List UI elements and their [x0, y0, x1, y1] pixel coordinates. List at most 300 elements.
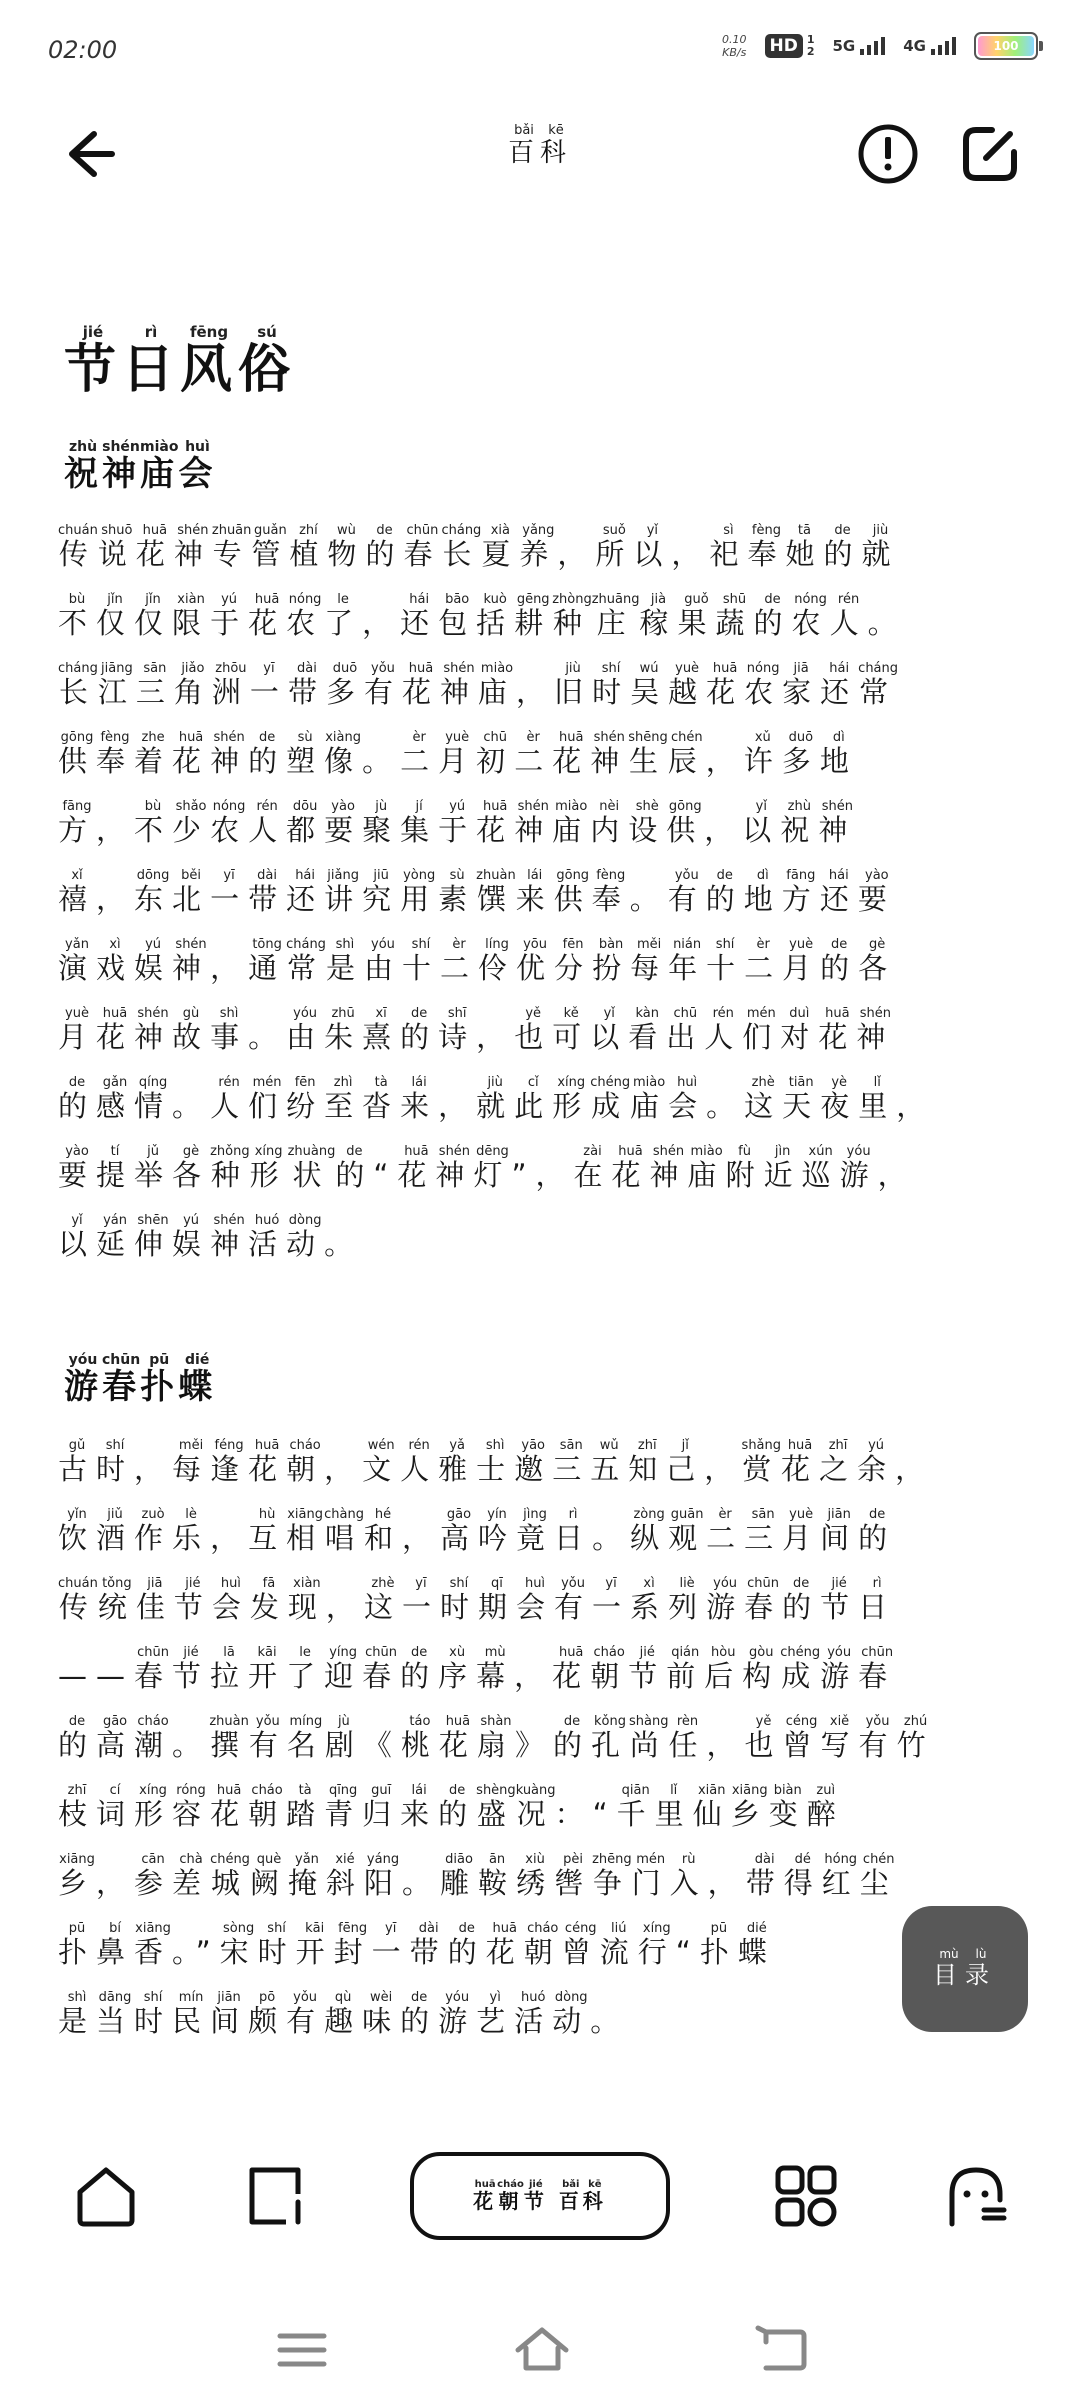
text-char: 的de — [858, 1507, 897, 1555]
text-char: 知zhī — [628, 1438, 667, 1486]
alert-icon[interactable] — [856, 122, 920, 186]
text-char: 的de — [782, 1576, 821, 1624]
text-char: 春chūn — [858, 1645, 897, 1693]
text-char: 拉lā — [210, 1645, 249, 1693]
text-line — [58, 1003, 1018, 1072]
text-char: 由yóu — [286, 1006, 325, 1054]
text-char: 月yuè — [782, 1507, 821, 1555]
edit-icon[interactable] — [958, 122, 1022, 186]
text-char: 的de — [705, 868, 744, 916]
text-char: 和hé — [363, 1507, 402, 1555]
text-char: 乡xiāng — [58, 1852, 97, 1900]
text-char: 诗shī — [438, 1006, 477, 1054]
text-char: 得dé — [783, 1852, 822, 1900]
text-char: 状zhuàng — [287, 1144, 336, 1192]
text-char: 的de — [400, 1645, 439, 1693]
text-char: 的de — [365, 523, 404, 571]
text-char: 种zhǒng — [210, 1144, 250, 1192]
text-char: 活huó — [248, 1213, 287, 1261]
text-char: 设shè — [628, 799, 667, 847]
text-punct: ， — [325, 1590, 364, 1624]
page-title-char: 百bǎi — [507, 123, 540, 168]
text-char: 方fāng — [781, 868, 820, 916]
text-line — [58, 1435, 1018, 1504]
text-char: 集jí — [400, 799, 439, 847]
text-char: 尘chén — [859, 1852, 898, 1900]
text-char: 于yú — [210, 592, 249, 640]
text-char: 一yī — [249, 661, 288, 709]
article-title-text — [64, 323, 297, 400]
text-char: 吟yín — [478, 1507, 517, 1555]
text-char: 二èr — [706, 1507, 745, 1555]
text-char: 争zhēng — [592, 1852, 632, 1900]
text-char: 神shén — [856, 1006, 895, 1054]
text-char: 灯dēng — [473, 1144, 512, 1192]
text-char: 花huā — [781, 1438, 820, 1486]
text-char: 多duō — [325, 661, 364, 709]
text-char: 文wén — [362, 1438, 401, 1486]
text-char: 是shì — [58, 1990, 97, 2038]
text-char: 家jiā — [782, 661, 821, 709]
text-char: 竟jìng — [516, 1507, 555, 1555]
text-char: 互hù — [248, 1507, 287, 1555]
text-char: 十shí — [401, 937, 440, 985]
signal-4g-label: 4G — [903, 37, 926, 55]
text-char: 们mén — [742, 1006, 781, 1054]
text-char: 还hái — [819, 868, 858, 916]
text-char: 的de — [820, 937, 859, 985]
text-char: 鼻bí — [96, 1921, 135, 1969]
text-char: 来lái — [515, 868, 554, 916]
text-char: 名míng — [286, 1714, 325, 1762]
text-char: 朝cháo — [590, 1645, 629, 1693]
text-char: 任rèn — [668, 1714, 707, 1762]
text-char: 孔kǒng — [590, 1714, 629, 1762]
text-punct: 。 — [629, 882, 668, 916]
toc-char: 录lù — [965, 1947, 997, 1989]
text-char: 农nóng — [210, 799, 249, 847]
text-char: 人rén — [210, 1075, 249, 1123]
text-char: 看kàn — [628, 1006, 667, 1054]
text-char: 三sān — [135, 661, 174, 709]
text-char: 青qīng — [324, 1783, 363, 1831]
text-char: 种zhòng — [552, 592, 592, 640]
text-char: 月yuè — [58, 1006, 97, 1054]
text-punct: ， — [535, 1158, 574, 1192]
text-char: 当dāng — [96, 1990, 135, 2038]
text-punct: ， — [401, 1521, 440, 1555]
system-back-icon[interactable] — [752, 2320, 812, 2380]
text-char: 也yě — [514, 1006, 553, 1054]
text-char: 这zhè — [744, 1075, 783, 1123]
text-char: 参cān — [134, 1852, 173, 1900]
text-char: 仅jǐn — [134, 592, 173, 640]
text-char: 果guǒ — [677, 592, 716, 640]
menu-icon[interactable] — [272, 2320, 332, 2380]
text-char: 花huā — [172, 730, 211, 778]
text-char: 踏tà — [286, 1783, 325, 1831]
text-char: 少shǎo — [172, 799, 211, 847]
text-char: 的de — [823, 523, 862, 571]
text-char: 开kāi — [248, 1645, 287, 1693]
text-char: 人rén — [829, 592, 868, 640]
text-char: 二èr — [400, 730, 439, 778]
text-char: 游yóu — [839, 1144, 878, 1192]
text-char: 此cǐ — [514, 1075, 553, 1123]
text-char: 神shén — [440, 661, 479, 709]
text-char: 唱chàng — [324, 1507, 364, 1555]
text-char: 时shí — [96, 1438, 135, 1486]
text-char: 花huā — [248, 592, 287, 640]
text-char: 辰chén — [667, 730, 706, 778]
text-char: 不bù — [134, 799, 173, 847]
text-char: 夏xià — [481, 523, 520, 571]
text-char: 纵zòng — [630, 1507, 669, 1555]
signal-5g-icon — [833, 37, 886, 55]
text-char: 城chéng — [210, 1852, 250, 1900]
text-char: 江jiāng — [97, 661, 136, 709]
text-char: 神shén — [134, 1006, 173, 1054]
text-punct: 。 — [402, 1866, 441, 1900]
text-char: 成chéng — [590, 1075, 631, 1123]
text-char: 北běi — [172, 868, 211, 916]
text-char: 间jiān — [210, 1990, 249, 2038]
text-char: 花huā — [135, 523, 174, 571]
text-punct: ， — [705, 744, 744, 778]
article-title-char: 风fēng — [180, 323, 239, 400]
text-char: 迎yíng — [324, 1645, 363, 1693]
text-punct: ， — [704, 813, 743, 847]
text-char: 撰zhuàn — [209, 1714, 249, 1762]
text-char: 伸shēn — [134, 1213, 173, 1261]
text-char: 扑pū — [699, 1921, 738, 1969]
text-char: 熹xī — [362, 1006, 401, 1054]
text-char: 说shuō — [97, 523, 136, 571]
text-char: 斜xié — [325, 1852, 364, 1900]
text-char: 神shén — [818, 799, 857, 847]
text-char: 民mín — [172, 1990, 211, 2038]
text-char: 的de — [335, 1144, 374, 1192]
text-char: 人rén — [400, 1438, 439, 1486]
text-char: 五wǔ — [590, 1438, 629, 1486]
text-char: 形xíng — [134, 1783, 173, 1831]
text-char: 带dài — [745, 1852, 784, 1900]
text-char: 现xiàn — [287, 1576, 326, 1624]
text-char: 里lǐ — [654, 1783, 693, 1831]
text-char: 节jié — [820, 1576, 859, 1624]
text-char: 沓tà — [362, 1075, 401, 1123]
text-punct: ， — [134, 1452, 173, 1486]
text-char: 流liú — [599, 1921, 638, 1969]
text-char: 来lái — [400, 1075, 439, 1123]
text-char: 枝zhī — [58, 1783, 97, 1831]
text-char: 日rì — [554, 1507, 593, 1555]
text-char: 还hái — [286, 868, 325, 916]
text-char: 差chà — [172, 1852, 211, 1900]
network-speed-unit: KB/s — [722, 46, 747, 59]
text-char: 鞍ān — [478, 1852, 517, 1900]
text-char: 花huā — [248, 1438, 287, 1486]
signal-5g-label: 5G — [832, 37, 856, 55]
section-paragraph-1 — [58, 520, 1018, 1279]
text-char: 的de — [753, 592, 792, 640]
text-char: 开kāi — [295, 1921, 334, 1969]
section-heading-2-text — [64, 1352, 217, 1407]
text-char: 长cháng — [441, 523, 482, 571]
text-char: 方fāng — [58, 799, 97, 847]
text-punct: ， — [96, 882, 135, 916]
text-char: 游yóu — [438, 1990, 477, 2038]
text-char: 余yú — [857, 1438, 896, 1486]
text-char: 以yǐ — [590, 1006, 629, 1054]
text-char: 归guī — [362, 1783, 401, 1831]
text-char: 蔬shū — [715, 592, 754, 640]
text-char: 发fā — [249, 1576, 288, 1624]
table-of-contents-label — [933, 1948, 997, 1990]
text-char: 就jiù — [476, 1075, 515, 1123]
text-char: 动dòng — [286, 1213, 325, 1261]
grid-apps-icon[interactable] — [770, 2160, 842, 2232]
nav-center-char: 花huā — [473, 2178, 498, 2213]
text-char: 塑sù — [286, 730, 325, 778]
text-char: 禧xǐ — [58, 868, 97, 916]
text-punct: ， — [438, 1089, 477, 1123]
text-char: 的de — [58, 1075, 97, 1123]
text-char: 扑pū — [58, 1921, 97, 1969]
text-char: 庄zhuāng — [591, 592, 640, 640]
text-punct: 。 — [248, 1020, 287, 1054]
text-char: 幕mù — [476, 1645, 515, 1693]
text-punct: ” — [195, 1935, 220, 1969]
text-punct: ， — [476, 1020, 515, 1054]
text-char: 带dài — [248, 868, 287, 916]
text-char: 人rén — [704, 1006, 743, 1054]
text-char: 绣xiù — [516, 1852, 555, 1900]
text-char: 们mén — [248, 1075, 287, 1123]
section-heading-1-text — [64, 439, 217, 494]
text-char: 入rù — [669, 1852, 708, 1900]
text-char: 花huā — [611, 1144, 650, 1192]
text-line — [58, 1711, 1018, 1780]
text-char: 有yǒu — [248, 1714, 287, 1762]
text-punct: ， — [706, 1728, 745, 1762]
text-char: 花huā — [210, 1783, 249, 1831]
text-char: 变biàn — [768, 1783, 807, 1831]
section-heading-2 — [64, 1353, 216, 1408]
text-char: 士shì — [476, 1438, 515, 1486]
hd-label: HD — [765, 34, 803, 58]
text-char: 香xiāng — [134, 1921, 173, 1969]
section-heading-1-char: 祝zhù — [64, 439, 102, 494]
text-char: 系xì — [630, 1576, 669, 1624]
text-char: 这zhè — [363, 1576, 402, 1624]
text-line — [58, 1780, 1018, 1849]
text-char: 农nóng — [744, 661, 783, 709]
text-punct: 。 — [172, 1089, 211, 1123]
text-char: 春chūn — [403, 523, 442, 571]
text-char: 花huā — [397, 1144, 436, 1192]
text-char: 对duì — [780, 1006, 819, 1054]
text-char: 游yóu — [820, 1645, 859, 1693]
nav-center-punct — [548, 2189, 559, 2213]
text-char: 春chūn — [744, 1576, 783, 1624]
text-char: 成chéng — [780, 1645, 821, 1693]
text-char: 的de — [400, 1990, 439, 2038]
article-title — [64, 325, 296, 402]
text-char: 洲zhōu — [211, 661, 250, 709]
text-char: 娱yú — [172, 1213, 211, 1261]
text-char: 花huā — [706, 661, 745, 709]
system-home-icon[interactable] — [512, 2320, 572, 2380]
text-char: 千qiān — [616, 1783, 655, 1831]
text-char: 初chū — [476, 730, 515, 778]
text-line — [58, 520, 1018, 589]
text-char: 红hóng — [821, 1852, 860, 1900]
text-char: 她tā — [785, 523, 824, 571]
text-char: 常cháng — [286, 937, 326, 985]
text-punct: 。 — [324, 1227, 363, 1261]
nav-center-char: 节jié — [523, 2178, 548, 2213]
text-char: 每měi — [172, 1438, 211, 1486]
toc-char: 目mù — [933, 1947, 965, 1989]
text-char: 佳jiā — [135, 1576, 174, 1624]
text-char: 雅yǎ — [438, 1438, 477, 1486]
text-char: 花huā — [438, 1714, 477, 1762]
text-char: 提tí — [96, 1144, 135, 1192]
text-char: 情qíng — [134, 1075, 173, 1123]
text-char: 花huā — [401, 661, 440, 709]
text-char: 乡xiāng — [730, 1783, 769, 1831]
section-paragraph-2 — [58, 1435, 1018, 2056]
text-char: 朱zhū — [324, 1006, 363, 1054]
text-line — [58, 658, 1018, 727]
text-char: 地dì — [743, 868, 782, 916]
text-punct: 《 — [362, 1728, 401, 1762]
text-char: 有yǒu — [667, 868, 706, 916]
text-char: 逢féng — [210, 1438, 249, 1486]
text-char: 管guǎn — [251, 523, 290, 571]
text-char: 每měi — [630, 937, 669, 985]
text-punct: ， — [514, 1659, 553, 1693]
text-line — [58, 1642, 1018, 1711]
text-line — [58, 1918, 1018, 1987]
text-char: 活huó — [514, 1990, 553, 2038]
profile-icon[interactable] — [940, 2160, 1012, 2232]
hd-sim-1: 1 — [806, 33, 815, 46]
signal-4g-icon — [903, 37, 956, 55]
nav-center-char: 科kē — [582, 2178, 607, 2213]
text-punct: ， — [671, 537, 710, 571]
text-char: 高gāo — [440, 1507, 479, 1555]
text-char: 人rén — [248, 799, 287, 847]
text-char: 词cí — [96, 1783, 135, 1831]
text-char: 乐lè — [172, 1507, 211, 1555]
bookmark-page-icon[interactable] — [240, 2160, 312, 2232]
text-char: 一yī — [371, 1921, 410, 1969]
section-heading-2-char: 游yóu — [64, 1352, 102, 1407]
text-line — [58, 796, 1018, 865]
text-char: 角jiǎo — [173, 661, 212, 709]
text-char: 的de — [58, 1714, 97, 1762]
battery-level: 100 — [978, 36, 1034, 56]
text-punct: ， — [324, 1452, 363, 1486]
text-punct: ， — [557, 537, 596, 571]
text-char: 感gǎn — [96, 1075, 135, 1123]
text-char: 于yú — [438, 799, 477, 847]
text-char: 各gè — [172, 1144, 211, 1192]
text-char: 各gè — [858, 937, 897, 985]
text-char: 竹zhú — [896, 1714, 935, 1762]
text-char: 带dài — [409, 1921, 448, 1969]
text-punct: 。 — [362, 744, 401, 778]
text-char: 纷fēn — [286, 1075, 325, 1123]
battery-icon — [974, 32, 1038, 60]
text-char: 月yuè — [438, 730, 477, 778]
text-char: 了le — [324, 592, 363, 640]
text-char: 多duō — [781, 730, 820, 778]
text-char: 统tǒng — [97, 1576, 136, 1624]
text-char: 序xù — [438, 1645, 477, 1693]
section-heading-2-char: 扑pū — [140, 1352, 179, 1407]
network-speed-value: 0.10 — [722, 33, 747, 46]
text-char: 讲jiǎng — [324, 868, 363, 916]
text-char: 况kuàng — [515, 1783, 556, 1831]
home-icon[interactable] — [70, 2160, 142, 2232]
text-char: 月yuè — [782, 937, 821, 985]
status-time: 02:00 — [48, 36, 118, 64]
text-char: 祀sì — [709, 523, 748, 571]
text-char: 专zhuān — [211, 523, 252, 571]
text-char: 盛shèng — [476, 1783, 516, 1831]
text-char: 二èr — [514, 730, 553, 778]
table-of-contents-button[interactable] — [902, 1906, 1028, 2032]
text-char: 容róng — [172, 1783, 211, 1831]
text-char: 醉zuì — [806, 1783, 845, 1831]
text-line — [58, 1987, 1018, 2056]
text-char: 花huā — [476, 799, 515, 847]
text-char: 要yào — [324, 799, 363, 847]
text-char: 赏shǎng — [741, 1438, 782, 1486]
text-char: 味wèi — [362, 1990, 401, 2038]
text-char: 要yào — [58, 1144, 97, 1192]
text-char: 传chuán — [58, 1576, 98, 1624]
text-char: 神shén — [514, 799, 553, 847]
text-char: 以yǐ — [742, 799, 781, 847]
text-char: 朝cháo — [286, 1438, 325, 1486]
festival-encyclopedia-button[interactable] — [410, 2152, 670, 2240]
text-char: 耕gēng — [514, 592, 553, 640]
text-char: 趣qù — [324, 1990, 363, 2038]
text-char: 吴wú — [630, 661, 669, 709]
page-title-char: 科kē — [540, 123, 573, 168]
text-char: 花huā — [818, 1006, 857, 1054]
text-punct: 。 — [592, 1521, 631, 1555]
text-char: 着zhe — [134, 730, 173, 778]
text-char: 时shí — [134, 1990, 173, 2038]
text-char: 天tiān — [782, 1075, 821, 1123]
text-line — [58, 727, 1018, 796]
text-char: 春chūn — [134, 1645, 173, 1693]
text-punct: ， — [895, 1452, 934, 1486]
text-char: 近jìn — [763, 1144, 802, 1192]
text-char: 相xiāng — [286, 1507, 325, 1555]
text-char: 二èr — [440, 937, 479, 985]
text-char: 戏xì — [96, 937, 135, 985]
text-char: 神shén — [590, 730, 629, 778]
text-char: 春chūn — [362, 1645, 401, 1693]
text-char: 朝cháo — [248, 1783, 287, 1831]
text-char: 旧jiù — [554, 661, 593, 709]
